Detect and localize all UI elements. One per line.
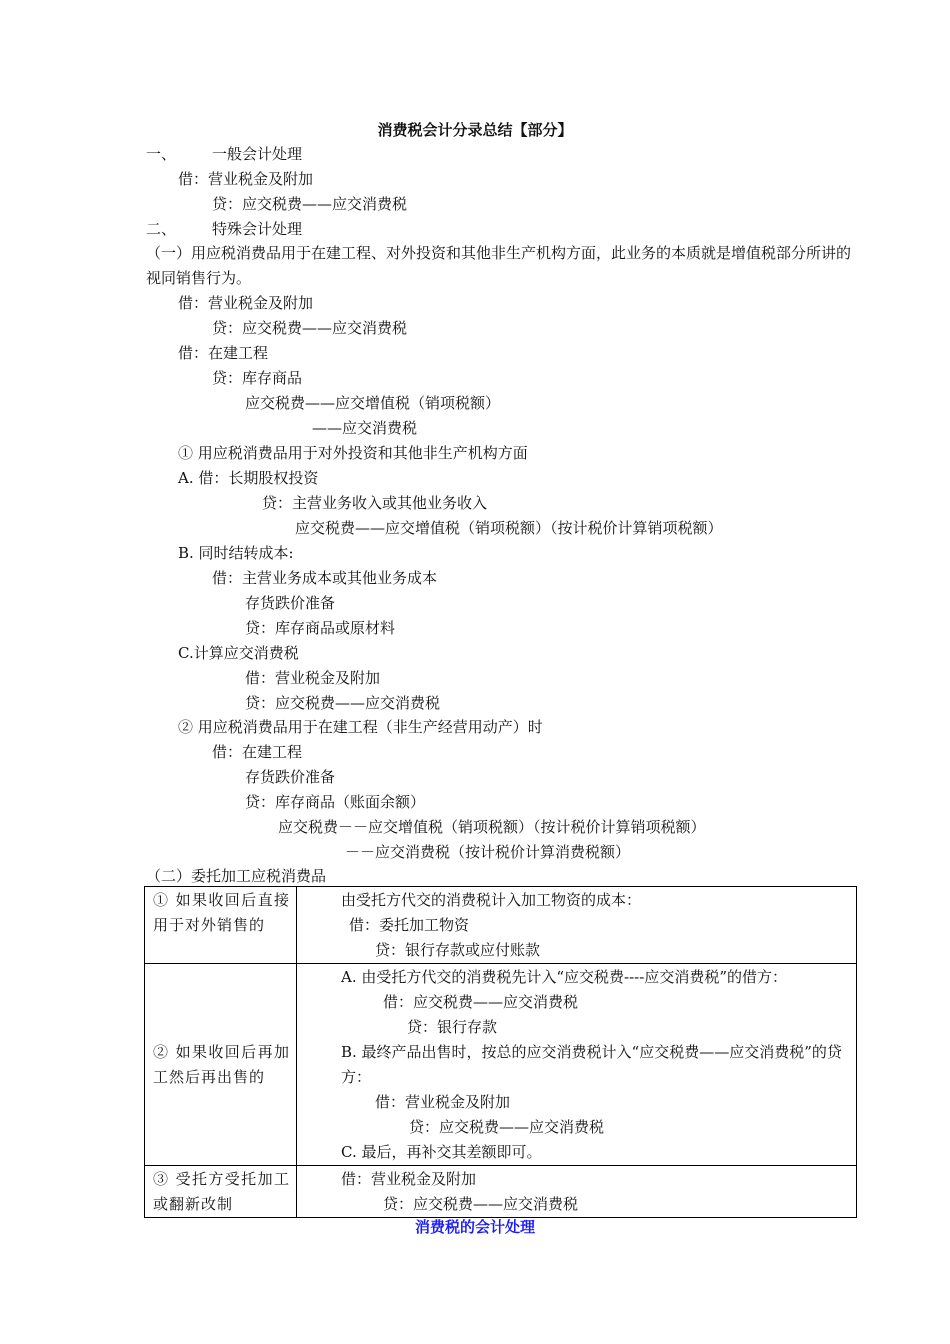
section-number: 二、: [146, 220, 177, 238]
entry-line: 借：在建工程: [212, 743, 303, 761]
entry-line: ——应交消费税: [312, 419, 418, 437]
subsection-heading: ② 用应税消费品用于在建工程（非生产经营用动产）时: [178, 718, 543, 736]
entry-line: 借：主营业务成本或其他业务成本: [212, 569, 438, 587]
entry-line: 存货跌价准备: [245, 594, 336, 612]
entry-line: 借：营业税金及附加: [375, 1093, 511, 1111]
entry-line: 贷：银行存款: [407, 1018, 498, 1036]
section-number: 一、: [146, 145, 177, 163]
entry-line: 贷：应交税费——应交消费税: [409, 1118, 605, 1136]
table-row: [145, 1166, 857, 1218]
entry-line: 贷：主营业务收入或其他业务收入: [262, 494, 488, 512]
table-cell-entries: [297, 1166, 857, 1218]
entry-line: 贷：银行存款或应付账款: [375, 941, 541, 959]
entry-line: 由受托方代交的消费税计入加工物资的成本：: [341, 891, 642, 909]
entry-line: 借：营业税金及附加: [178, 170, 314, 188]
row-label: ② 如果收回后再加工然后再出售的: [153, 1043, 290, 1086]
entry-line: A. 由受托方代交的消费税先计入“应交税费----应交消费税”的借方：: [341, 968, 787, 986]
entry-line: 贷：应交税费——应交消费税: [383, 1195, 579, 1213]
entry-line: －－应交消费税（按计税价计算消费税额）: [345, 843, 631, 861]
entry-line: 借：委托加工物资: [349, 916, 470, 934]
entry-line: B. 最终产品出售时，按总的应交消费税计入“应交税费——应交消费税”的贷方：: [341, 1043, 842, 1086]
subsection-heading: ① 用应税消费品用于对外投资和其他非生产机构方面: [178, 444, 528, 462]
document-title: 消费税会计分录总结【部分】: [377, 121, 573, 139]
entry-line: 贷：应交税费——应交消费税: [212, 195, 408, 213]
entry-line: B. 同时结转成本:: [178, 544, 294, 562]
entry-line: 贷：库存商品: [212, 369, 303, 387]
entry-line: 贷：库存商品或原材料: [245, 619, 396, 637]
entry-line: 借：营业税金及附加: [245, 669, 381, 687]
table-cell-label: [145, 887, 297, 964]
entry-line: 借：在建工程: [178, 344, 269, 362]
entry-line: 贷：应交税费——应交消费税: [212, 319, 408, 337]
table-cell-entries: [297, 887, 857, 964]
entry-line: 贷：库存商品（账面余额）: [245, 793, 426, 811]
entry-line: 应交税费——应交增值税（销项税额）: [245, 394, 501, 412]
entrusted-processing-table: [144, 886, 857, 1218]
entry-line: C. 最后，再补交其差额即可。: [341, 1143, 542, 1161]
intro-paragraph: （一）用应税消费品用于在建工程、对外投资和其他非生产机构方面，此业务的本质就是增值税部分所讲的视同销售行为。: [146, 244, 852, 287]
entry-line: 应交税费－－应交增值税（销项税额）（按计税价计算销项税额）: [278, 818, 706, 836]
entry-line: 贷：应交税费——应交消费税: [245, 694, 441, 712]
entry-line: 应交税费——应交增值税（销项税额）（按计税价计算销项税额）: [295, 519, 723, 537]
entry-line: A. 借：长期股权投资: [178, 469, 319, 487]
footer-caption: 消费税的会计处理: [414, 1218, 535, 1236]
section-heading: 特殊会计处理: [212, 220, 303, 238]
row-label: ① 如果收回后直接用于对外销售的: [153, 891, 290, 934]
entry-line: 借：营业税金及附加: [341, 1170, 477, 1188]
entry-line: 借：应交税费——应交消费税: [383, 993, 579, 1011]
table-cell-label: [145, 964, 297, 1166]
table-cell-entries: [297, 964, 857, 1166]
row-label: ③ 受托方受托加工或翻新改制: [153, 1170, 290, 1213]
table-row: [145, 887, 857, 964]
entry-line: C.计算应交消费税: [178, 644, 299, 662]
table-row: [145, 964, 857, 1166]
entry-line: 存货跌价准备: [245, 768, 336, 786]
entry-line: 借：营业税金及附加: [178, 294, 314, 312]
subsection-heading: （二）委托加工应税消费品: [146, 867, 327, 885]
section-heading: 一般会计处理: [212, 145, 303, 163]
table-cell-label: [145, 1166, 297, 1218]
